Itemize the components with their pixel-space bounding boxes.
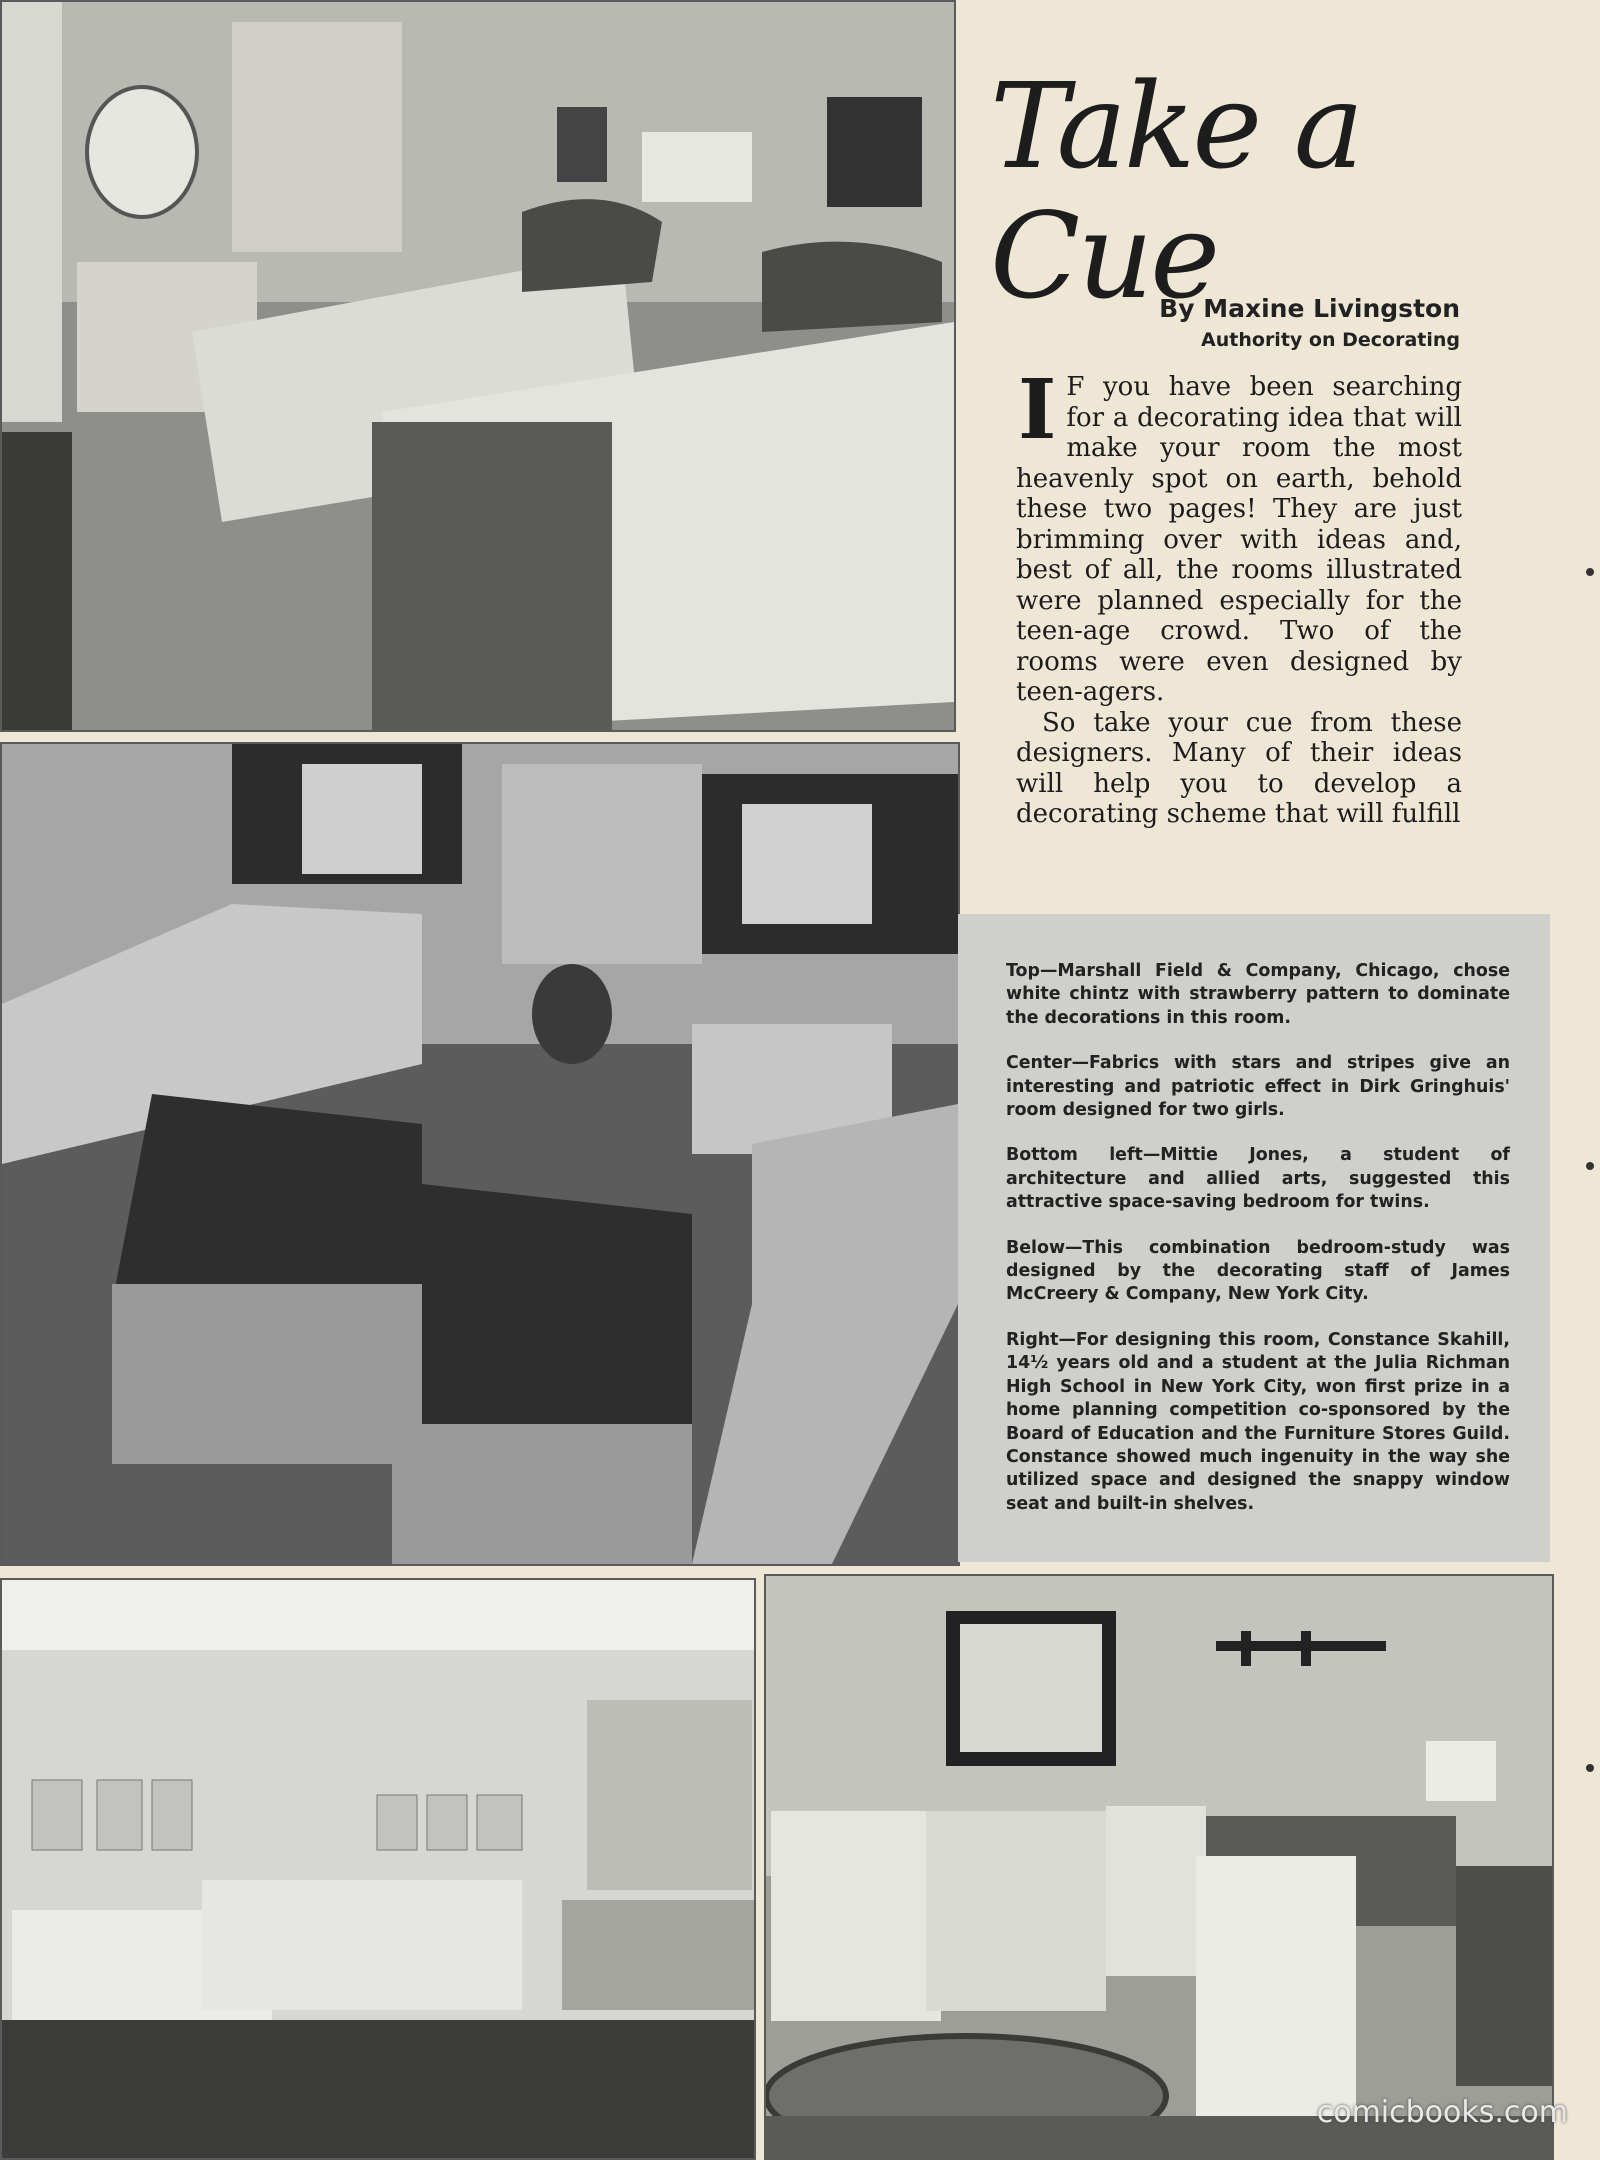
binding-hole-2 — [1586, 1162, 1594, 1170]
drop-cap: I — [1018, 362, 1057, 458]
photo-twin-beds-chintz — [0, 0, 956, 732]
caption-center: Center—Fabrics with stars and stripes give an interesting and patriotic effect in Dirk Gringhuis' room designed for two girls. — [1006, 1053, 1510, 1121]
body-paragraph-1-text: F you have been searching for a decorating idea that will make your room the most heavenly spot on earth, behold these two pages! They are just brimming over with ideas and, best of all, the rooms illustrated were planned especially for the teen-age crowd. Two of the rooms were even designed by teen-agers. — [1016, 372, 1462, 707]
caption-bottom-left: Bottom left—Mittie Jones, a student of architecture and allied arts, suggested this attractive space-saving bedroom for twins. — [1006, 1145, 1510, 1213]
watermark: comicbooks.com — [1316, 2095, 1568, 2130]
caption-top: Top—Marshall Field & Company, Chicago, chose white chintz with strawberry pattern to dominate the decorations in this room. — [1006, 961, 1510, 1028]
caption-right: Right—For designing this room, Constance Skahill, 14½ years old and a student at the Julia Richman High School in New York City, won first prize in a home planning competition co-sponsored by the Board of Education and the Furniture Stores Guild. Constance showed much ingenuity in the way she utilized space and designed the snappy window seat and built-in shelves. — [1006, 1329, 1510, 1514]
byline-author: By Maxine Livingston — [1159, 294, 1460, 323]
illustration-stars-stripes-room — [0, 742, 960, 1566]
caption-below: Below—This combination bedroom-study was designed by the decorating staff of James McCreery & Company, New York City. — [1006, 1237, 1510, 1305]
article-title: Take a Cue — [990, 57, 1362, 325]
byline-role: Authority on Decorating — [1201, 329, 1460, 351]
byline — [1159, 294, 1460, 351]
photo-captions-box — [958, 914, 1550, 1562]
binding-hole-1 — [1586, 568, 1594, 576]
photo-space-saving-twin-room — [0, 1578, 756, 2160]
photo-bedroom-study — [764, 1574, 1554, 2160]
body-paragraph-1 — [1016, 362, 1462, 708]
article-body — [1016, 362, 1462, 830]
binding-hole-3 — [1586, 1764, 1594, 1772]
body-paragraph-2: So take your cue from these designers. Many of their ideas will help you to develop a decorating scheme that will fulfill — [1016, 707, 1462, 829]
